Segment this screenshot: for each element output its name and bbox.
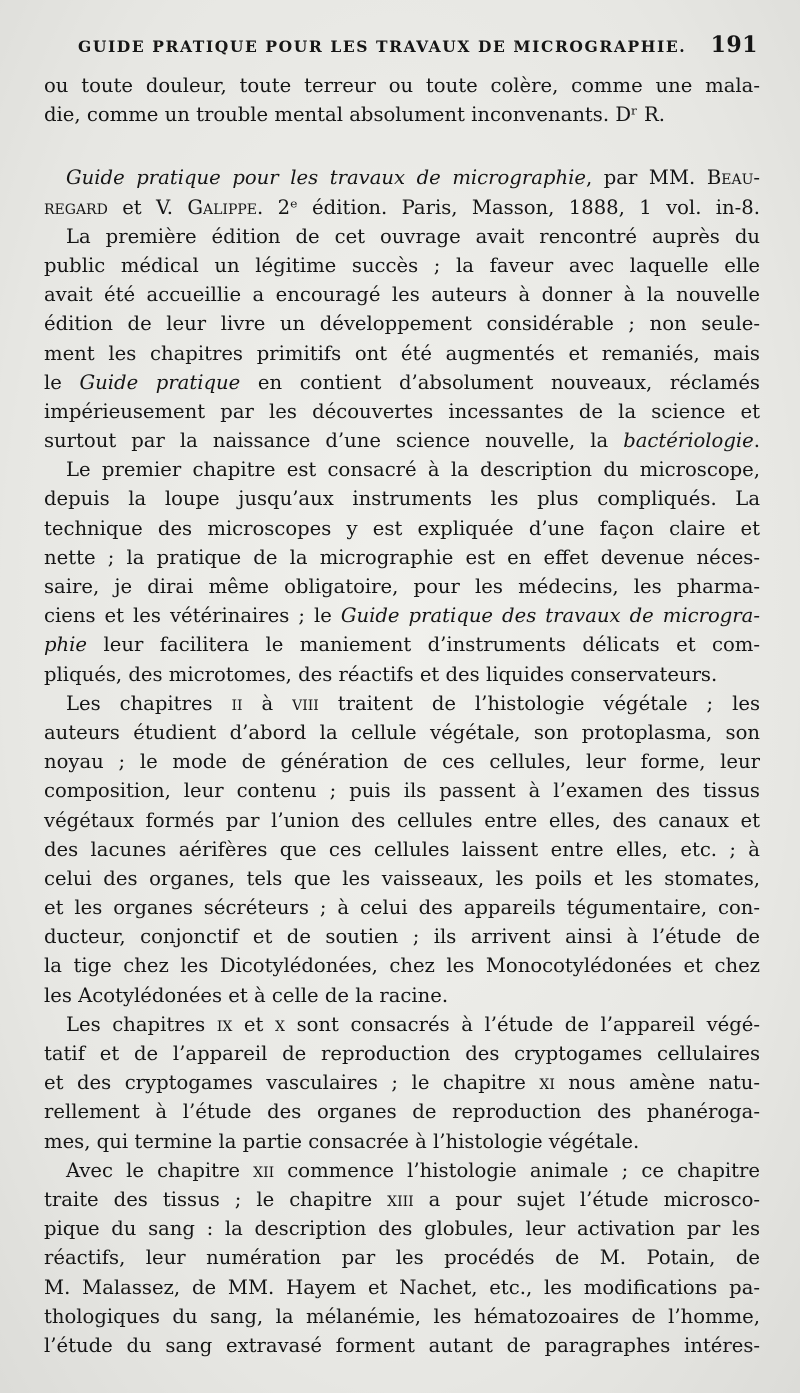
text-run: Les chapitres	[66, 1012, 217, 1036]
text-run: , par MM.	[585, 166, 707, 190]
text-line: ment les chapitres primitifs ont été augmentés et remaniés, mais	[44, 341, 760, 365]
text-line: die, comme un trouble mental absolument inconvenants. Dʳ R.	[44, 103, 666, 127]
text-line	[44, 163, 760, 192]
text-run: traite des tissus ; le chapitre	[44, 1187, 388, 1211]
text-run: Avec le chapitre	[66, 1158, 254, 1182]
text-line: pliqués, des microtomes, des réactifs et des liquides conservateurs.	[44, 662, 718, 686]
small-caps-text: x	[275, 1012, 285, 1036]
small-caps-text: xi	[539, 1071, 555, 1095]
text-line	[44, 1185, 760, 1214]
page-number: 191	[710, 32, 758, 58]
text-line: tatif et de l’appareil de reproduction des cryptogames cellulaires	[44, 1042, 760, 1065]
text-line: réactifs, leur numération par les procédés de M. Potain, de	[44, 1246, 760, 1270]
text-line: noyau ; le mode de génération de ces cellules, leur forme, leur	[44, 750, 760, 774]
text-run: en contient d’absolument nouveaux, réclamés	[240, 370, 760, 394]
text-line	[44, 601, 760, 630]
text-line: des lacunes aérifères que ces cellules laissent entre elles, etc. ; à	[44, 837, 760, 861]
text-line	[44, 689, 760, 718]
text-run: nous amène natu-	[554, 1071, 760, 1095]
text-line	[44, 630, 760, 659]
text-line: ducteur, conjonctif et de soutien ; ils arrivent ainsi à l’étude de	[44, 925, 760, 949]
small-caps-text: ii	[231, 691, 243, 715]
text-line: avait été accueillie a encouragé les auteurs à donner à la nouvelle	[44, 283, 760, 307]
text-run: et	[232, 1012, 275, 1036]
text-line: l’étude du sang extravasé forment autant de paragraphes intéres-	[44, 1333, 760, 1357]
text-line	[44, 1010, 760, 1039]
text-run: à	[242, 691, 293, 715]
text-line: nette ; la pratique de la micrographie est en effet devenue néces-	[44, 545, 760, 569]
text-run: surtout par la naissance d’une science nouvelle, la	[44, 429, 624, 453]
text-run: et V.	[107, 195, 188, 219]
italic-text: phie	[44, 633, 88, 657]
paragraph-gap	[44, 129, 760, 163]
text-run: le	[44, 370, 80, 394]
small-caps-text: Galippe	[187, 195, 258, 219]
text-line: végétaux formés par l’union des cellules entre elles, des canaux et	[44, 808, 760, 832]
text-line: édition de leur livre un développement considérable ; non seule-	[44, 312, 760, 336]
text-line	[44, 1068, 760, 1097]
text-line	[44, 426, 760, 455]
running-title: GUIDE PRATIQUE POUR LES TRAVAUX DE MICROGRAPHIE.	[78, 37, 687, 56]
text-line: technique des microscopes y est expliquée d’une façon claire et	[44, 516, 760, 540]
small-caps-text: xiii	[387, 1187, 414, 1211]
text-run: et des cryptogames vasculaires ; le chapitre	[44, 1071, 540, 1095]
italic-text: bactériologie	[623, 429, 754, 453]
text-run: traitent de l’histologie végétale ; les	[318, 691, 760, 715]
small-caps-text: regard	[44, 195, 108, 219]
text-line: depuis la loupe jusqu’aux instruments les plus compliqués. La	[44, 487, 760, 511]
italic-text: Guide pratique pour les travaux de micrographie	[66, 166, 586, 190]
text-line	[44, 193, 760, 222]
text-line: pique du sang : la description des globules, leur activation par les	[44, 1217, 760, 1241]
text-line: les Acotylédonées et à celle de la racine.	[44, 983, 449, 1007]
text-run: a pour sujet l’étude microsco-	[413, 1187, 760, 1211]
text-line: la tige chez les Dicotylédonées, chez les Monocotylédonées et chez	[44, 954, 760, 978]
text-run: commence l’histologie animale ; ce chapitre	[274, 1158, 760, 1182]
text-run: sont consacrés à l’étude de l’appareil végé-	[284, 1012, 760, 1036]
text-line: et les organes sécréteurs ; à celui des appareils tégumentaire, con-	[44, 896, 760, 920]
text-line: composition, leur contenu ; puis ils passent à l’examen des tissus	[44, 779, 760, 803]
small-caps-text: viii	[292, 691, 319, 715]
text-line: celui des organes, tels que les vaisseaux, les poils et les stomates,	[44, 866, 760, 890]
text-line: saire, je dirai même obligatoire, pour les médecins, les pharma-	[44, 575, 760, 598]
text-line	[44, 1156, 760, 1185]
text-line	[44, 368, 760, 397]
text-line: mes, qui termine la partie consacrée à l’histologie végétale.	[44, 1129, 640, 1153]
small-caps-text: Beau-	[706, 166, 760, 190]
italic-text: Guide pratique des travaux de microgra-	[340, 604, 760, 628]
text-line: ou toute douleur, toute terreur ou toute colère, comme une mala-	[44, 74, 760, 97]
text-run: Les chapitres	[66, 691, 232, 715]
italic-text: Guide pratique	[79, 370, 241, 394]
small-caps-text: ix	[216, 1012, 233, 1036]
text-line: impérieusement par les découvertes incessantes de la science et	[44, 399, 760, 423]
body-text	[44, 71, 760, 1360]
text-run: ciens et les vétérinaires ; le	[44, 604, 341, 628]
text-line: M. Malassez, de MM. Hayem et Nachet, etc., les modifications pa-	[44, 1275, 760, 1299]
text-line: rellement à l’étude des organes de reproduction des phanéroga-	[44, 1100, 760, 1124]
text-line: Le premier chapitre est consacré à la description du microscope,	[66, 458, 760, 482]
text-run: .	[753, 429, 760, 453]
text-line: public médical un légitime succès ; la faveur avec laquelle elle	[44, 253, 760, 277]
text-run: . 2ᵉ édition. Paris, Masson, 1888, 1 vol. in-8.	[257, 195, 760, 219]
text-line: auteurs étudient d’abord la cellule végétale, son protoplasma, son	[44, 720, 760, 744]
text-line: La première édition de cet ouvrage avait rencontré auprès du	[66, 224, 760, 248]
text-run: leur facilitera le maniement d’instruments délicats et com-	[87, 633, 760, 657]
running-header	[78, 34, 758, 62]
text-line: thologiques du sang, la mélanémie, les hématozoaires de l’homme,	[44, 1304, 760, 1328]
small-caps-text: xii	[253, 1158, 275, 1182]
